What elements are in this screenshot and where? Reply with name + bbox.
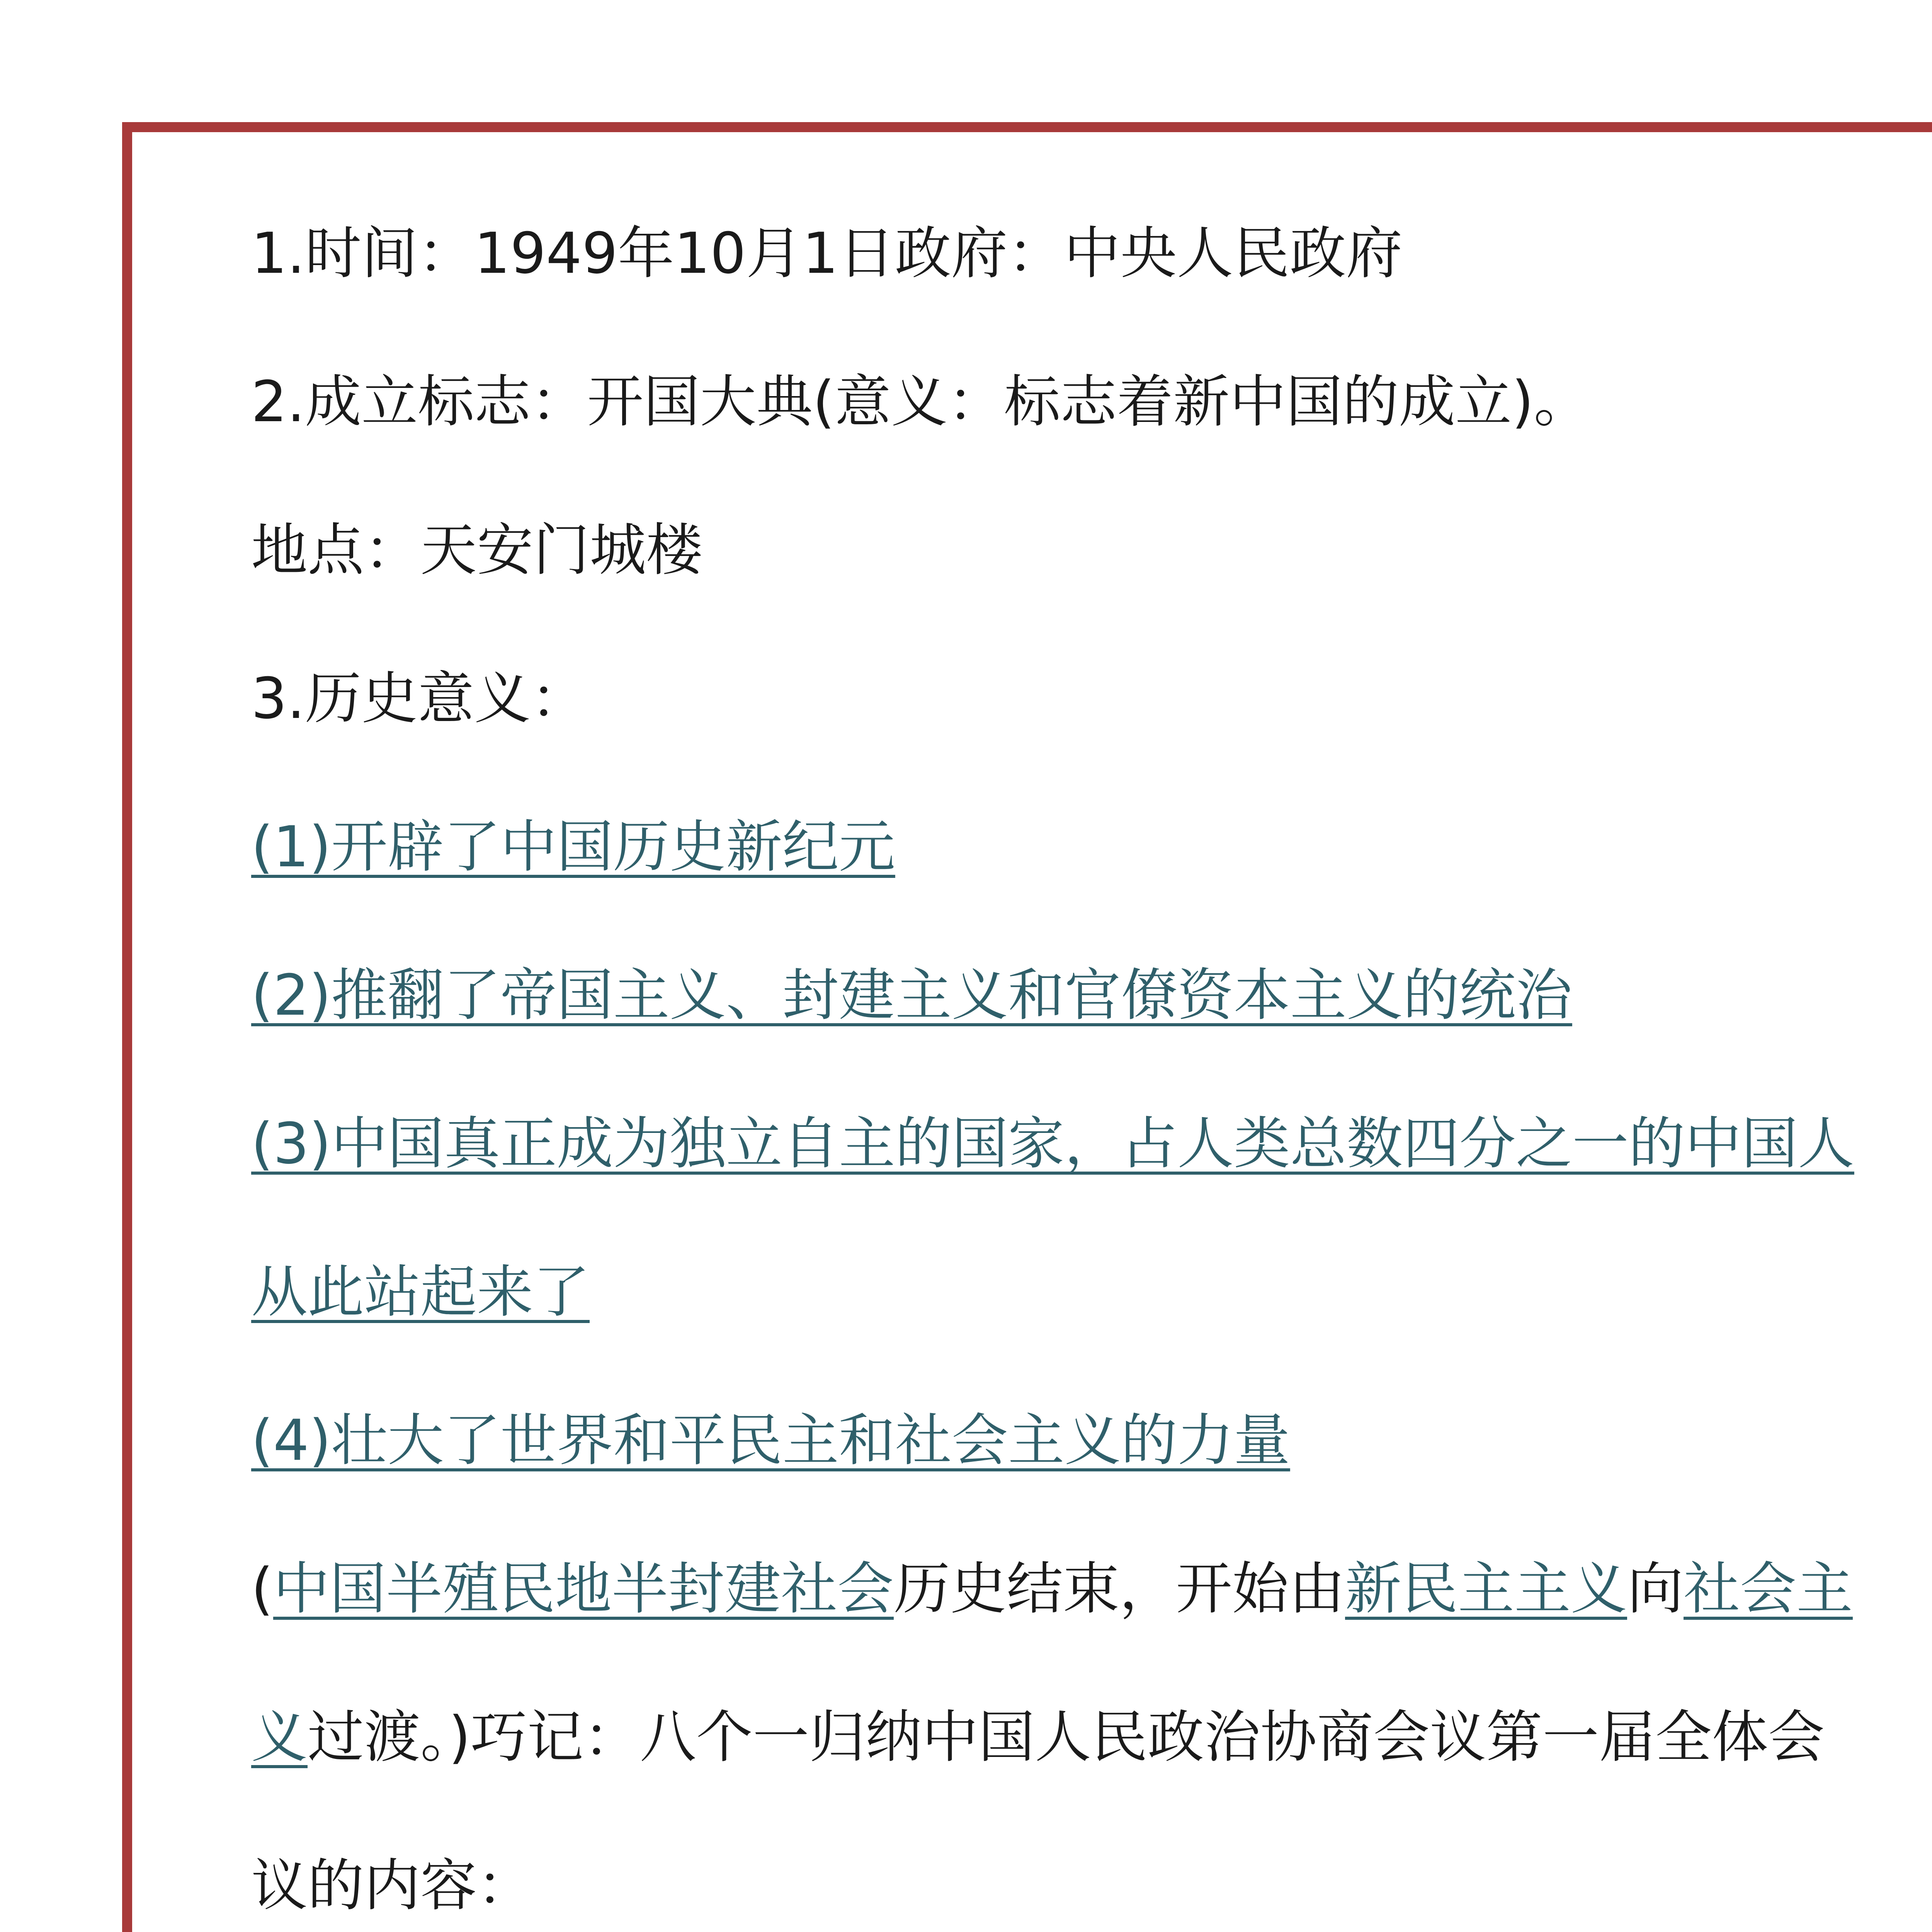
highlight-significance-3-cont: 从此站起来了 xyxy=(251,1259,590,1325)
highlight-socialism-cont: 义 xyxy=(251,1704,308,1770)
highlight-significance-1: (1)开辟了中国历史新纪元 xyxy=(251,814,895,880)
text-line-mnemonic-cont: 议的内容： xyxy=(251,1853,533,1918)
text-line-significance-1 xyxy=(251,810,1932,884)
text-fragment: 过渡。)巧记：八个一归纳中国人民政治协商会议第一届全体会 xyxy=(308,1704,1825,1770)
text-line-location: 地点：天安门城楼 xyxy=(251,517,702,583)
text-line-significance-3 xyxy=(251,1107,1932,1181)
highlight-significance-4: (4)壮大了世界和平民主和社会主义的力量 xyxy=(251,1408,1290,1473)
text-line-founding-sign: 2.成立标志：开国大典(意义：标志着新中国的成立)。 xyxy=(251,369,1590,435)
text-fragment: 向 xyxy=(1627,1556,1684,1622)
text-fragment: 历史结束，开始由 xyxy=(893,1556,1345,1622)
text-line-significance-heading: 3.历史意义： xyxy=(251,666,587,731)
text-line-significance-2 xyxy=(251,958,1932,1032)
highlight-semi-colonial: 中国半殖民地半封建社会 xyxy=(273,1556,894,1622)
highlight-significance-2: (2)推翻了帝国主义、封建主义和官僚资本主义的统治 xyxy=(251,963,1572,1028)
text-line-significance-4 xyxy=(251,1403,1932,1478)
text-line-mnemonic xyxy=(251,1700,1932,1774)
highlight-socialism: 社会主 xyxy=(1683,1556,1853,1622)
highlight-significance-3: (3)中国真正成为独立自主的国家，占人类总数四分之一的中国人 xyxy=(251,1111,1854,1177)
text-line-transition xyxy=(251,1552,1932,1626)
highlight-new-democracy: 新民主主义 xyxy=(1345,1556,1627,1622)
document-body xyxy=(251,216,1932,1932)
text-line-time: 1.时间：1949年10月1日政府：中央人民政府 xyxy=(251,221,1403,286)
text-fragment: ( xyxy=(251,1556,273,1622)
text-line-significance-3-cont xyxy=(251,1255,1932,1329)
